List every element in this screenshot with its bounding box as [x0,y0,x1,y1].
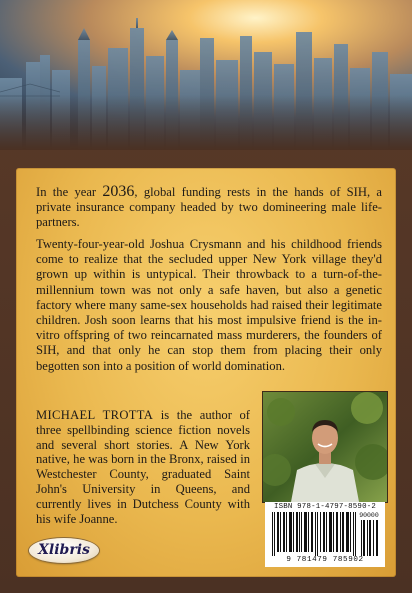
blurb-intro-end: , global funding rests in the hands of SIH, a private insurance company headed by two domineering male life-partners. [36,185,382,230]
author-photo [262,391,388,503]
barcode-block [265,502,385,567]
barcode-addon-number: 90000 [359,512,379,519]
isbn-label: ISBN 978-1-4797-8590-2 [274,503,376,511]
blurb-intro-start: In the year [36,185,103,199]
author-bio-paragraph [36,408,250,526]
publisher-logo: Xlibris [29,538,99,563]
city-skyline-image [0,0,412,150]
highlighted-year: 2036 [102,183,135,200]
blurb-intro-paragraph [36,184,382,231]
author-bio-text: is the author of three spellbinding science fiction novels and several short stories. A New York native, he was born in the Bronx, raised in Westchester County, graduated Saint John's University in Queens, and currently lives in Dutchess County with his wife Joanne. [36,408,250,526]
barcode-number: 9 781479 785902 [286,556,364,564]
skyline-illustration [0,0,412,150]
author-photo-illustration [263,392,387,502]
author-name: MICHAEL TROTTA [36,408,154,422]
blurb-story-paragraph: Twenty-four-year-old Joshua Crysmann and his childhood friends come to realize that the secluded upper New York village they'd grown up within is untypical. Their throwback to a turn-of-the-millennium town was not only a safe haven, but also a genetic factory where many same-sex households had raised their legitimate children. Josh soon learns that his most impulsive friend is the in-vitro offspring of two reincarnated mass murderers, the founders of SIH, and that only he can stop them from placing their only begotten son into a position of world domination. [36,237,382,373]
